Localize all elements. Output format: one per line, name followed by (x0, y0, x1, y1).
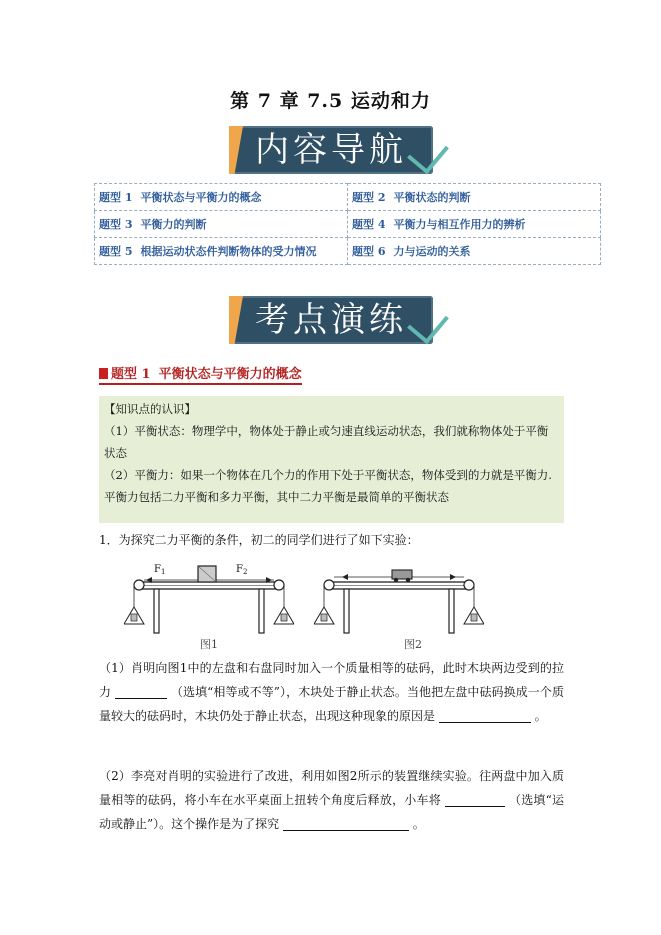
section-marker-icon (99, 368, 108, 379)
knowledge-heading: 【知识点的认识】 (104, 402, 196, 416)
svg-text:F2: $F_2$ (236, 564, 248, 576)
figure-2-apparatus (314, 552, 484, 650)
svg-text:F1: $F_1$ (154, 564, 166, 576)
figure-2-caption: 图2 (404, 638, 422, 651)
practice-banner (229, 296, 433, 344)
knowledge-line-2: （2）平衡力：如果一个物体在几个力的作用下处于平衡状态，物体受到的力就是平衡力.平衡力包括二力平衡和多力平衡，其中二力平衡是最简单的平衡状态 (104, 468, 552, 504)
figure-1-caption: 图1 (200, 638, 218, 651)
banner-text: 内容导航 (255, 130, 407, 170)
nav-item-3[interactable]: 题型 3 平衡力的判断 (95, 211, 348, 238)
knowledge-line-1: （1）平衡状态：物理学中，物体处于静止或匀速直线运动状态，我们就称物体处于平衡状态 (104, 424, 549, 460)
page-title: 第 7 章 7.5 运动和力 (230, 90, 431, 112)
nav-item-4[interactable]: 题型 4 平衡力与相互作用力的辨析 (348, 211, 601, 238)
answer-blank-1[interactable] (115, 684, 167, 699)
nav-item-1[interactable]: 题型 1 平衡状态与平衡力的概念 (95, 184, 348, 211)
nav-item-5[interactable]: 题型 5 根据运动状态件判断物体的受力情况 (95, 238, 348, 265)
nav-item-6[interactable]: 题型 6 力与运动的关系 (348, 238, 601, 265)
topic-nav-table (94, 183, 601, 265)
banner-text: 考点演练 (255, 300, 407, 340)
answer-blank-3[interactable] (445, 792, 505, 807)
knowledge-box (99, 396, 564, 523)
section-heading: 题型 1 平衡状态与平衡力的概念 (99, 363, 302, 385)
content-nav-banner (229, 126, 433, 174)
nav-item-2[interactable]: 题型 2 平衡状态的判断 (348, 184, 601, 211)
question-part-1: （1）肖明向图1中的左盘和右盘同时加入一个质量相等的砝码，此时木块两边受到的拉力 （选填“相等或不等”），木块处于静止状态。当他把左盘中砝码换成一个质量较大的砝码时，木块仍处于静止状态，出现这种现象的原因是 。 (99, 661, 564, 723)
answer-blank-4[interactable] (283, 816, 409, 831)
question-part-2: （2）李亮对肖明的实验进行了改进，利用如图2所示的装置继续实验。往两盘中加入质量相等的砝码，将小车在水平桌面上扭转个角度后释放，小车将 （选填“运动或静止”）。这个操作是为了探究 。 (99, 769, 564, 831)
answer-blank-2[interactable] (439, 708, 531, 723)
question-intro: 1．为探究二力平衡的条件，初二的同学们进行了如下实验： (99, 533, 419, 547)
